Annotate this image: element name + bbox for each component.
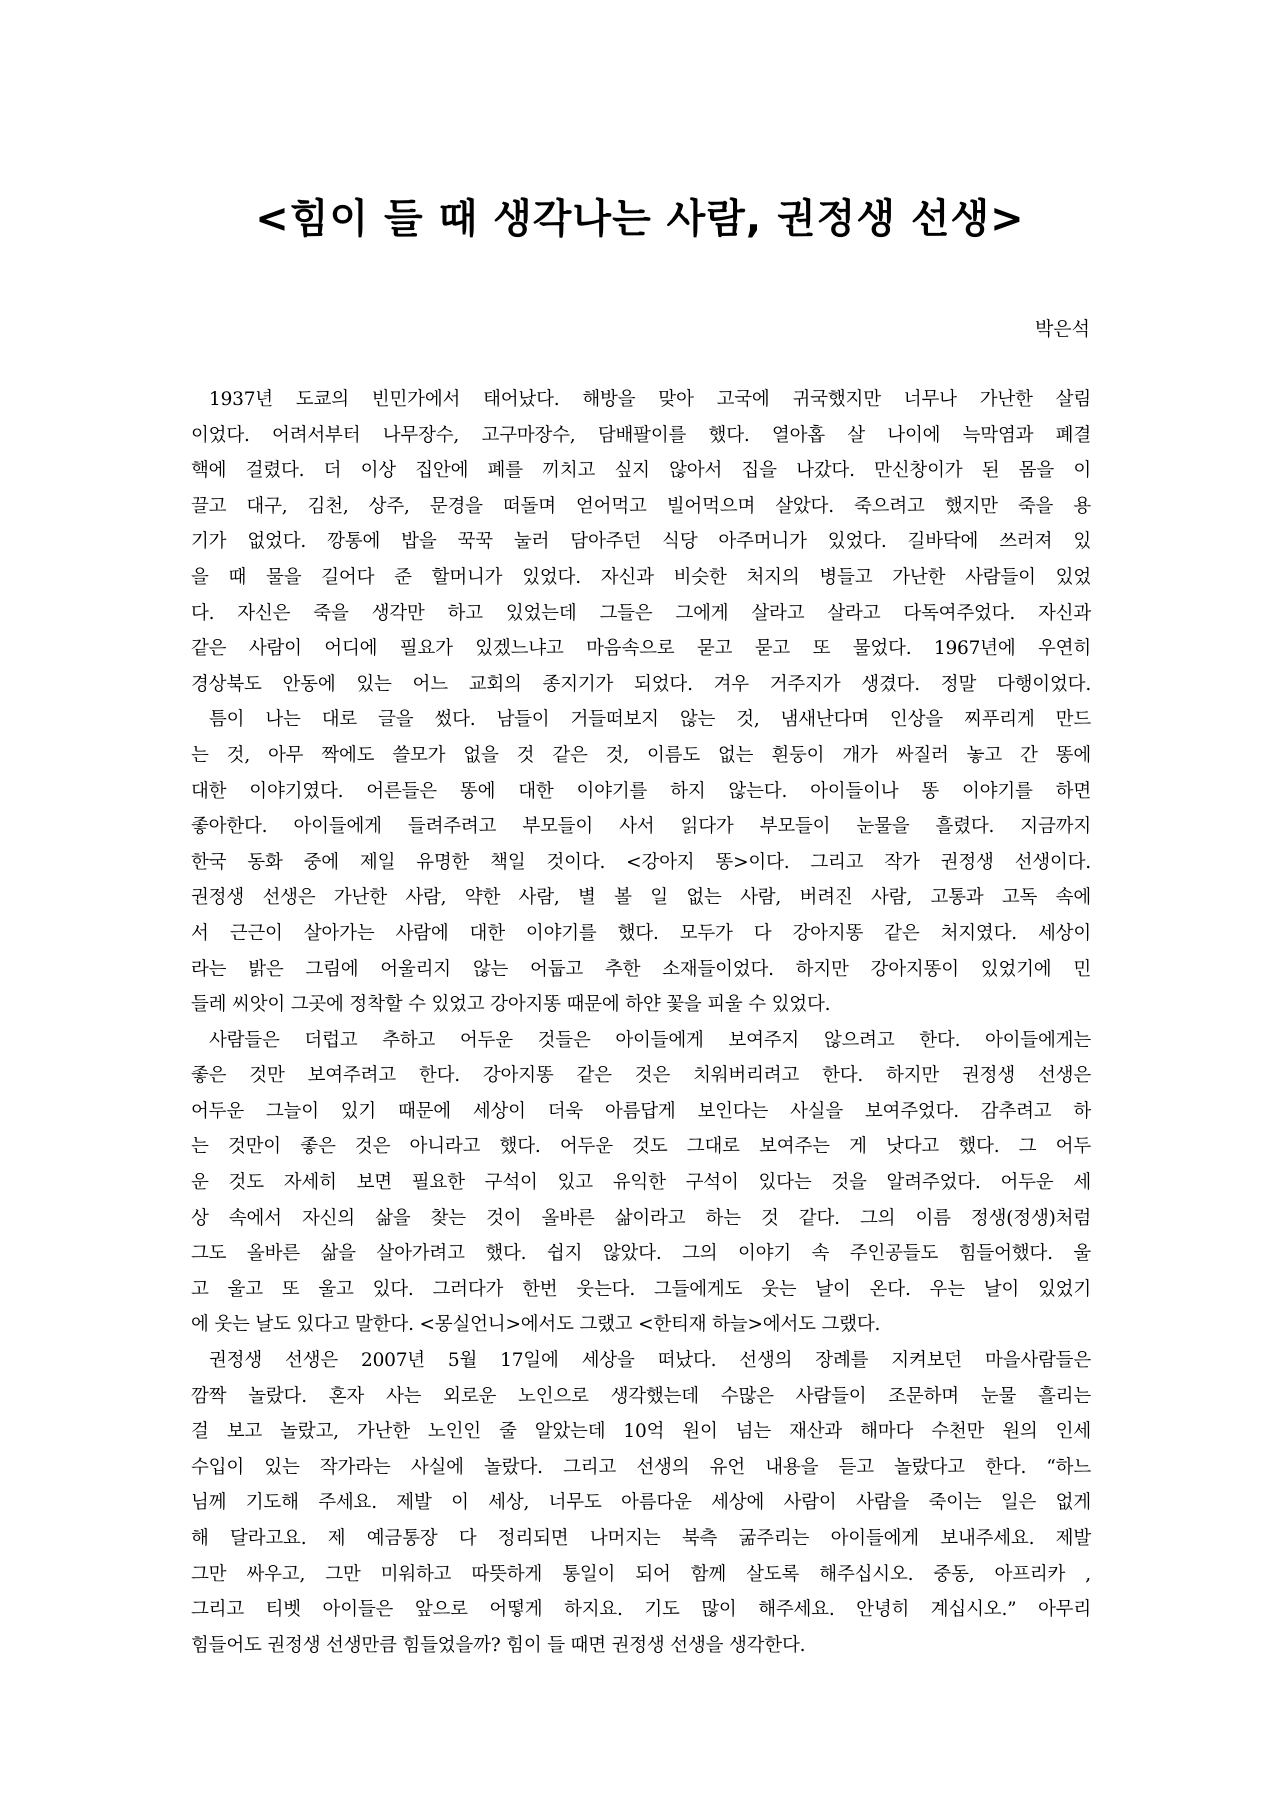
text-line: 을 때 물을 길어다 준 할머니가 있었다. 자신과 비슷한 처지의 병들고 가난한 사람들이 있었 [191, 566, 1091, 588]
text-line: 해 달라고요. 제 예금통장 다 정리되면 나머지는 북측 굶주리는 아이들에게 보내주세요. 제발 [191, 1528, 1091, 1549]
paragraph-2 [191, 702, 1091, 1022]
text-line: 에 웃는 날도 있다고 말한다. <몽실언니>에서도 그랬고 <한티재 하늘>에서도 그랬다. [191, 1314, 881, 1336]
text-line: 한국 동화 중에 제일 유명한 책일 것이다. <강아지 똥>이다. 그리고 작가 권정생 선생이다. [191, 851, 1091, 873]
document-body [191, 382, 1091, 1663]
text-line: 좋아한다. 아이들에게 들려주려고 부모들이 사서 읽다가 부모들이 눈물을 흘렸다. 지금까지 [191, 816, 1091, 838]
text-line: 고 울고 또 울고 있다. 그러다가 한번 웃는다. 그들에게도 웃는 날이 온다. 우는 날이 있었기 [191, 1278, 1091, 1300]
paragraph-1 [191, 382, 1091, 702]
text-line: 그만 싸우고, 그만 미워하고 따뜻하게 통일이 되어 함께 살도록 해주십시오. 중동, 아프리카 , [191, 1563, 1091, 1585]
text-line: 같은 사람이 어디에 필요가 있겠느냐고 마음속으로 묻고 묻고 또 물었다. 1967년에 우연히 [191, 638, 1091, 660]
text-line: 대한 이야기였다. 어른들은 똥에 대한 이야기를 하지 않는다. 아이들이나 똥 이야기를 하면 [191, 780, 1091, 802]
text-line: 는 것만이 좋은 것은 아니라고 했다. 어두운 것도 그대로 보여주는 게 낫다고 했다. 그 어두 [191, 1136, 1091, 1158]
text-line: 수입이 있는 작가라는 사실에 놀랐다. 그리고 선생의 유언 내용을 듣고 놀랐다고 한다. “하느 [191, 1456, 1091, 1478]
text-line: 핵에 걸렸다. 더 이상 집안에 폐를 끼치고 싶지 않아서 집을 나갔다. 만신창이가 된 몸을 이 [191, 460, 1091, 482]
text-line: 1937년 도쿄의 빈민가에서 태어났다. 해방을 맞아 고국에 귀국했지만 너무나 가난한 살림 [209, 389, 1091, 410]
text-line: 끌고 대구, 김천, 상주, 문경을 떠돌며 얻어먹고 빌어먹으며 살았다. 죽으려고 했지만 죽을 용 [191, 495, 1091, 517]
document-title: <힘이 들 때 생각나는 사람, 권정생 선생> [255, 196, 1025, 242]
paragraph-3 [191, 1023, 1091, 1343]
text-line: 이었다. 어려서부터 나무장수, 고구마장수, 담배팔이를 했다. 열아홉 살 나이에 늑막염과 폐결 [191, 424, 1091, 446]
text-line: 걸 보고 놀랐고, 가난한 노인인 줄 알았는데 10억 원이 넘는 재산과 해마다 수천만 원의 인세 [191, 1421, 1091, 1443]
text-line: 서 근근이 살아가는 사람에 대한 이야기를 했다. 모두가 다 강아지똥 같은 처지였다. 세상이 [191, 922, 1091, 944]
text-line: 좋은 것만 보여주려고 한다. 강아지똥 같은 것은 치워버리려고 한다. 하지만 권정생 선생은 [191, 1065, 1091, 1087]
text-line: 는 것, 아무 짝에도 쓸모가 없을 것 같은 것, 이름도 없는 흰둥이 개가 싸질러 놓고 간 똥에 [191, 744, 1091, 766]
text-line: 틈이 나는 대로 글을 썼다. 남들이 거들떠보지 않는 것, 냄새난다며 인상을 찌푸리게 만드 [209, 709, 1091, 731]
text-line: 권정생 선생은 가난한 사람, 약한 사람, 별 볼 일 없는 사람, 버려진 사람, 고통과 고독 속에 [191, 887, 1091, 909]
text-line: 깜짝 놀랐다. 혼자 사는 외로운 노인으로 생각했는데 수많은 사람들이 조문하며 눈물 흘리는 [191, 1385, 1091, 1407]
text-line: 사람들은 더럽고 추하고 어두운 것들은 아이들에게 보여주지 않으려고 한다. 아이들에게는 [209, 1029, 1091, 1051]
text-line: 어두운 그늘이 있기 때문에 세상이 더욱 아름답게 보인다는 사실을 보여주었다. 감추려고 하 [191, 1100, 1091, 1122]
text-line: 운 것도 자세히 보면 필요한 구석이 있고 유익한 구석이 있다는 것을 알려주었다. 어두운 세 [191, 1172, 1091, 1194]
text-line: 힘들어도 권정생 선생만큼 힘들었을까? 힘이 들 때면 권정생 선생을 생각한다. [191, 1634, 806, 1656]
text-line: 기가 없었다. 깡통에 밥을 꾹꾹 눌러 담아주던 식당 아주머니가 있었다. 길바닥에 쓰러져 있 [191, 531, 1091, 553]
text-line: 상 속에서 자신의 삶을 찾는 것이 올바른 삶이라고 하는 것 같다. 그의 이름 정생(정생)처럼 [191, 1207, 1091, 1229]
text-line: 그리고 티벳 아이들은 앞으로 어떻게 하지요. 기도 많이 해주세요. 안녕히 계십시오.” 아무리 [191, 1599, 1091, 1621]
text-line: 님께 기도해 주세요. 제발 이 세상, 너무도 아름다운 세상에 사람이 사람을 죽이는 일은 없게 [191, 1492, 1091, 1514]
text-line: 라는 밝은 그림에 어울리지 않는 어둡고 추한 소재들이었다. 하지만 강아지똥이 있었기에 민 [191, 958, 1091, 980]
text-line: 그도 올바른 삶을 살아가려고 했다. 쉽지 않았다. 그의 이야기 속 주인공들도 힘들어했다. 울 [191, 1243, 1091, 1265]
text-line: 다. 자신은 죽을 생각만 하고 있었는데 그들은 그에게 살라고 살라고 다독여주었다. 자신과 [191, 602, 1091, 624]
text-line: 경상북도 안동에 있는 어느 교회의 종지기가 되었다. 겨우 거주지가 생겼다. 정말 다행이었다. [191, 673, 1091, 695]
author-name: 박은석 [1034, 318, 1090, 340]
text-line: 들레 씨앗이 그곳에 정착할 수 있었고 강아지똥 때문에 하얀 꽃을 피울 수 있었다. [191, 994, 831, 1016]
text-line: 권정생 선생은 2007년 5월 17일에 세상을 떠났다. 선생의 장례를 지켜보던 마을사람들은 [209, 1350, 1091, 1372]
paragraph-4 [191, 1343, 1091, 1663]
